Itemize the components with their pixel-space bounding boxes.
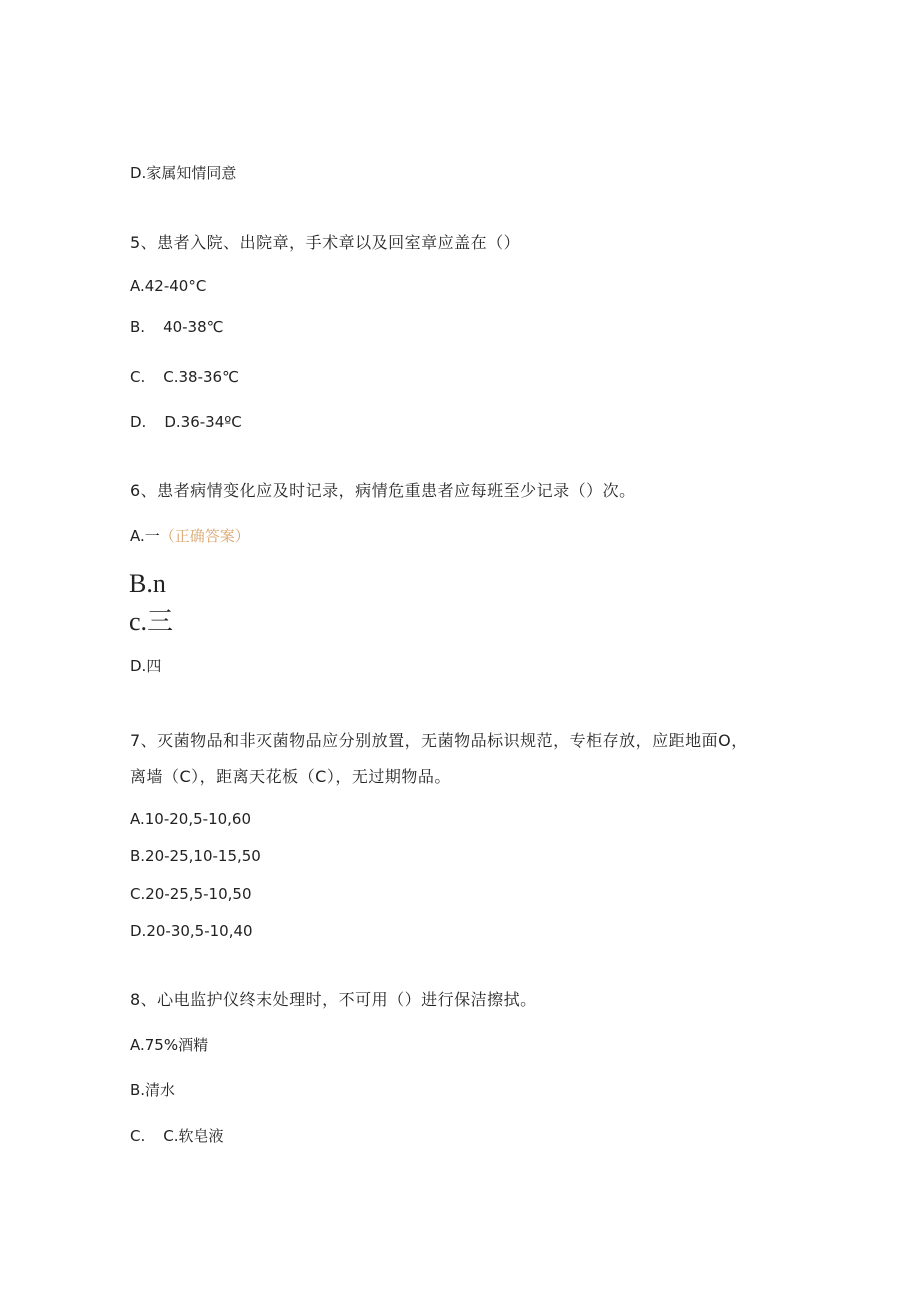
option-label: B.	[130, 318, 146, 336]
option-5d	[130, 413, 242, 431]
option-7a: A.10-20,5-10,60	[130, 810, 252, 828]
correct-answer-marker: （正确答案）	[159, 527, 250, 545]
option-7c: C.20-25,5-10,50	[130, 885, 252, 903]
option-6b: B.n	[129, 569, 166, 598]
option-text: C.38-36℃	[163, 368, 239, 386]
option-label: C.	[130, 368, 146, 386]
option-8a: A.75%酒精	[130, 1036, 209, 1054]
option-6a	[130, 527, 250, 545]
option-text: 40-38℃	[163, 318, 224, 336]
option-8c	[130, 1127, 224, 1145]
question-6: 6、患者病情变化应及时记录，病情危重患者应每班至少记录（）次。	[130, 481, 636, 500]
option-label: C.	[130, 1127, 146, 1145]
option-text: A.一	[130, 527, 160, 545]
option-5a: A.42-40°C	[130, 277, 207, 295]
option-8b: B.清水	[130, 1081, 176, 1099]
option-5c	[130, 368, 239, 386]
question-7-line-1: 7、灭菌物品和非灭菌物品应分别放置，无菌物品标识规范，专柜存放，应距地面O，	[130, 731, 748, 750]
question-8: 8、心电监护仪终末处理时，不可用（）进行保洁擦拭。	[130, 990, 537, 1009]
option-text: C.软皂液	[163, 1127, 224, 1145]
option-5b	[130, 318, 224, 336]
option-6d: D.四	[130, 657, 162, 675]
option-7d: D.20-30,5-10,40	[130, 922, 253, 940]
question-7-line-2: 离墙（C），距离天花板（C），无过期物品。	[130, 767, 451, 786]
option-7b: B.20-25,10-15,50	[130, 847, 261, 865]
option-text: D.36-34ºC	[164, 413, 242, 431]
option-label: D.	[130, 413, 147, 431]
option-4d: D.家属知情同意	[130, 164, 237, 182]
option-6c: c.三	[129, 607, 174, 636]
question-5: 5、患者入院、出院章，手术章以及回室章应盖在（）	[130, 233, 521, 252]
